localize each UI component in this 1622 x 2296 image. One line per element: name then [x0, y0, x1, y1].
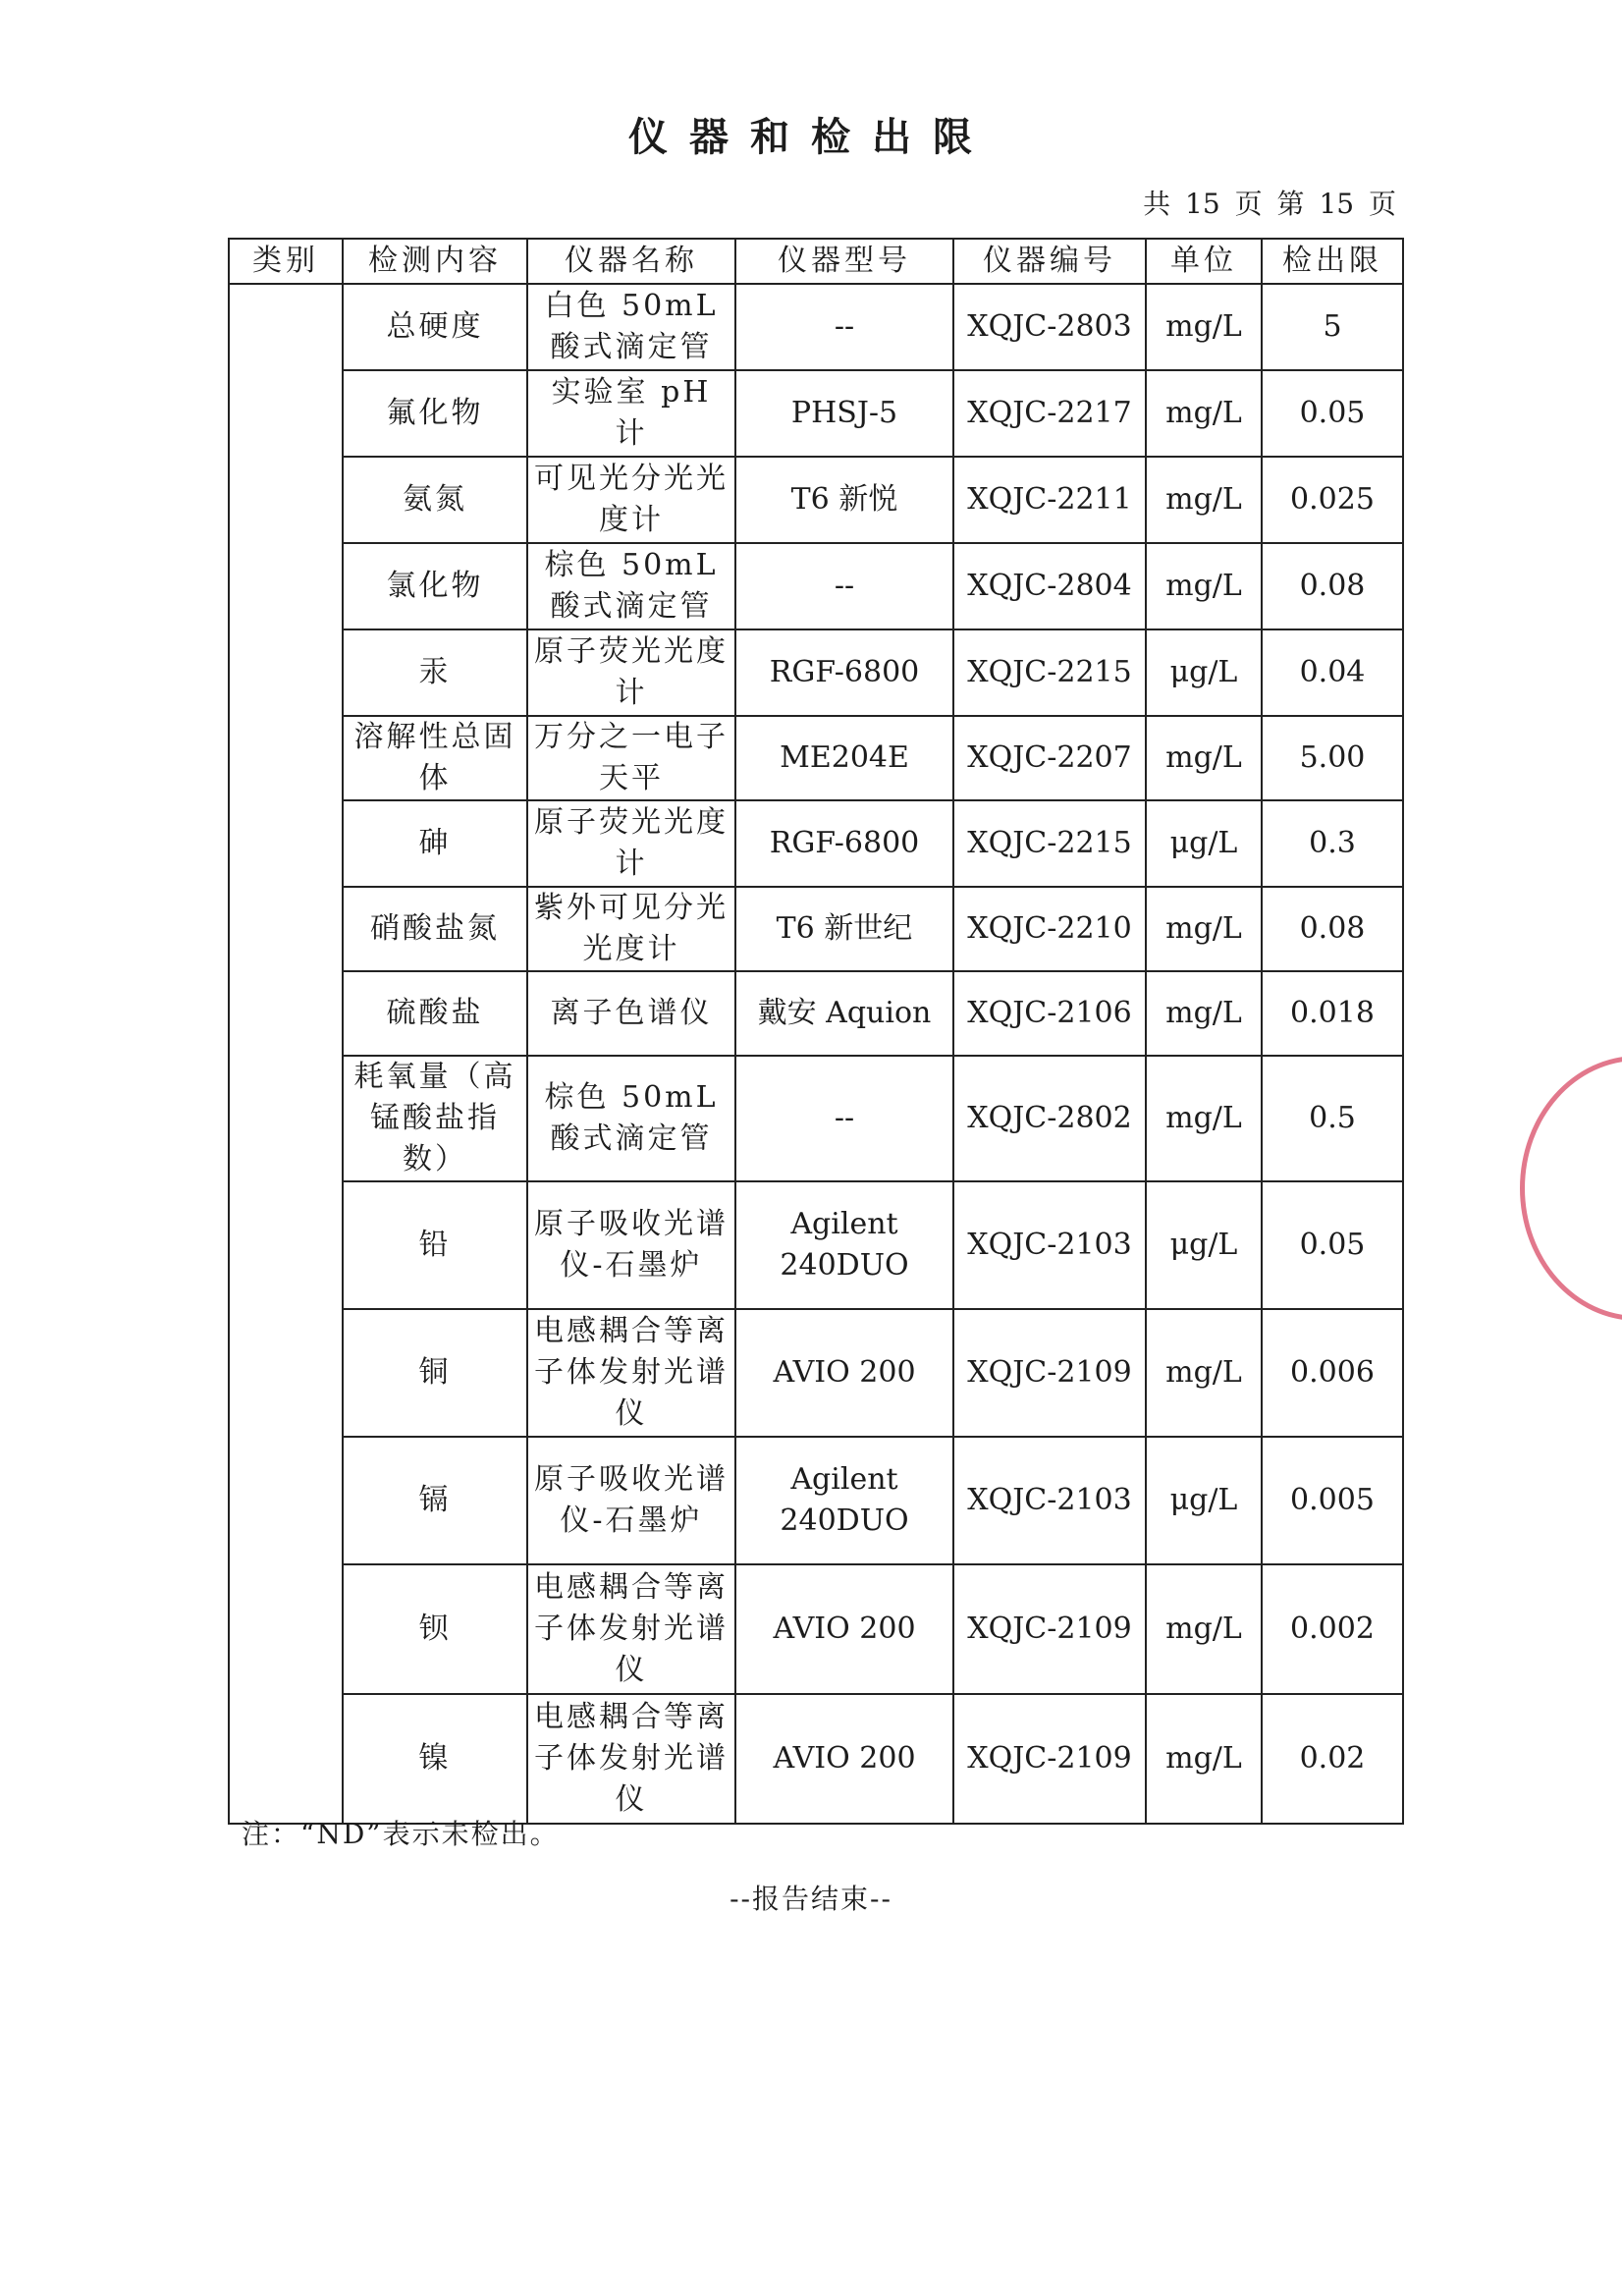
instrument-name-cell: 电感耦合等离子体发射光谱仪 — [527, 1564, 735, 1694]
unit-cell: mg/L — [1146, 457, 1262, 543]
test-item-cell: 耗氧量（高锰酸盐指数） — [343, 1056, 527, 1181]
unit-cell: mg/L — [1146, 716, 1262, 800]
header-instrument-model: 仪器型号 — [735, 239, 953, 284]
unit-cell: μg/L — [1146, 1437, 1262, 1564]
test-item-cell: 砷 — [343, 800, 527, 887]
instrument-name-cell: 原子吸收光谱仪-石墨炉 — [527, 1181, 735, 1309]
instrument-number-cell: XQJC-2109 — [953, 1309, 1146, 1437]
instrument-model-cell: T6 新世纪 — [735, 887, 953, 971]
table-row — [229, 1694, 1403, 1824]
header-instrument-number: 仪器编号 — [953, 239, 1146, 284]
test-item-cell: 溶解性总固体 — [343, 716, 527, 800]
test-item-cell: 钡 — [343, 1564, 527, 1694]
test-item-cell: 氨氮 — [343, 457, 527, 543]
instrument-number-cell: XQJC-2207 — [953, 716, 1146, 800]
instrument-number-cell: XQJC-2106 — [953, 971, 1146, 1056]
instrument-model-cell: RGF-6800 — [735, 629, 953, 716]
instrument-name-cell: 棕色 50mL 酸式滴定管 — [527, 543, 735, 629]
instrument-name-cell: 原子吸收光谱仪-石墨炉 — [527, 1437, 735, 1564]
detection-limit-cell: 5.00 — [1262, 716, 1403, 800]
unit-cell: mg/L — [1146, 1564, 1262, 1694]
unit-cell: mg/L — [1146, 971, 1262, 1056]
instrument-name-cell: 实验室 pH 计 — [527, 370, 735, 457]
table-row — [229, 284, 1403, 370]
instrument-model-cell: -- — [735, 284, 953, 370]
table-row — [229, 543, 1403, 629]
table-header-row — [229, 239, 1403, 284]
instrument-name-cell: 白色 50mL 酸式滴定管 — [527, 284, 735, 370]
header-test-item: 检测内容 — [343, 239, 527, 284]
unit-cell: μg/L — [1146, 629, 1262, 716]
current-page-prefix: 第 — [1276, 188, 1305, 220]
test-item-cell: 硝酸盐氮 — [343, 887, 527, 971]
table-row — [229, 1056, 1403, 1181]
detection-limit-cell: 0.018 — [1262, 971, 1403, 1056]
test-item-cell: 铅 — [343, 1181, 527, 1309]
detection-limit-cell: 0.3 — [1262, 800, 1403, 887]
instrument-number-cell: XQJC-2802 — [953, 1056, 1146, 1181]
unit-cell: mg/L — [1146, 887, 1262, 971]
unit-cell: mg/L — [1146, 1694, 1262, 1824]
unit-cell: mg/L — [1146, 543, 1262, 629]
test-item-cell: 硫酸盐 — [343, 971, 527, 1056]
instrument-number-cell: XQJC-2804 — [953, 543, 1146, 629]
detection-limit-cell: 0.08 — [1262, 887, 1403, 971]
detection-limit-cell: 5 — [1262, 284, 1403, 370]
table-row — [229, 1437, 1403, 1564]
instrument-model-cell: PHSJ-5 — [735, 370, 953, 457]
table-body — [229, 284, 1403, 1824]
instrument-name-cell: 原子荧光光度计 — [527, 629, 735, 716]
instrument-number-cell: XQJC-2103 — [953, 1437, 1146, 1564]
total-pages: 15 — [1185, 188, 1220, 220]
instrument-number-cell: XQJC-2803 — [953, 284, 1146, 370]
table-row — [229, 971, 1403, 1056]
test-item-cell: 铜 — [343, 1309, 527, 1437]
table-row — [229, 1309, 1403, 1437]
total-pages-suffix: 页 — [1234, 188, 1263, 220]
test-item-cell: 汞 — [343, 629, 527, 716]
detection-limit-cell: 0.005 — [1262, 1437, 1403, 1564]
table-row — [229, 1564, 1403, 1694]
unit-cell: mg/L — [1146, 1056, 1262, 1181]
page-number — [1137, 183, 1396, 222]
test-item-cell: 氯化物 — [343, 543, 527, 629]
detection-limit-cell: 0.05 — [1262, 1181, 1403, 1309]
detection-limit-cell: 0.08 — [1262, 543, 1403, 629]
instrument-model-cell: AVIO 200 — [735, 1309, 953, 1437]
instrument-number-cell: XQJC-2217 — [953, 370, 1146, 457]
instrument-name-cell: 万分之一电子天平 — [527, 716, 735, 800]
test-item-cell: 镍 — [343, 1694, 527, 1824]
table-row — [229, 1181, 1403, 1309]
header-instrument-name: 仪器名称 — [527, 239, 735, 284]
instrument-table — [228, 238, 1404, 1825]
instrument-model-cell: RGF-6800 — [735, 800, 953, 887]
instrument-model-cell: Agilent 240DUO — [735, 1181, 953, 1309]
test-item-cell: 镉 — [343, 1437, 527, 1564]
table-row — [229, 629, 1403, 716]
detection-limit-cell: 0.04 — [1262, 629, 1403, 716]
instrument-number-cell: XQJC-2109 — [953, 1564, 1146, 1694]
footnote: 注：“ND”表示未检出。 — [242, 1818, 560, 1850]
instrument-number-cell: XQJC-2109 — [953, 1694, 1146, 1824]
unit-cell: μg/L — [1146, 1181, 1262, 1309]
instrument-name-cell: 紫外可见分光光度计 — [527, 887, 735, 971]
current-page: 15 — [1319, 188, 1355, 220]
instrument-name-cell: 电感耦合等离子体发射光谱仪 — [527, 1694, 735, 1824]
total-pages-prefix: 共 — [1143, 188, 1171, 220]
current-page-suffix: 页 — [1368, 188, 1396, 220]
stamp-seal — [1520, 1056, 1622, 1321]
table-row — [229, 887, 1403, 971]
instrument-number-cell: XQJC-2211 — [953, 457, 1146, 543]
header-category: 类别 — [229, 239, 343, 284]
table-row — [229, 370, 1403, 457]
detection-limit-cell: 0.006 — [1262, 1309, 1403, 1437]
detection-limit-cell: 0.5 — [1262, 1056, 1403, 1181]
detection-limit-cell: 0.002 — [1262, 1564, 1403, 1694]
instrument-model-cell: AVIO 200 — [735, 1694, 953, 1824]
instrument-number-cell: XQJC-2215 — [953, 800, 1146, 887]
report-end-marker: --报告结束-- — [730, 1883, 892, 1915]
test-item-cell: 总硬度 — [343, 284, 527, 370]
table-row — [229, 716, 1403, 800]
instrument-name-cell: 离子色谱仪 — [527, 971, 735, 1056]
instrument-model-cell: 戴安 Aquion — [735, 971, 953, 1056]
instrument-model-cell: AVIO 200 — [735, 1564, 953, 1694]
instrument-model-cell: Agilent 240DUO — [735, 1437, 953, 1564]
unit-cell: mg/L — [1146, 1309, 1262, 1437]
instrument-name-cell: 原子荧光光度计 — [527, 800, 735, 887]
instrument-number-cell: XQJC-2103 — [953, 1181, 1146, 1309]
header-detection-limit: 检出限 — [1262, 239, 1403, 284]
detection-limit-cell: 0.025 — [1262, 457, 1403, 543]
page-title: 仪器和检出限 — [628, 115, 994, 160]
header-unit: 单位 — [1146, 239, 1262, 284]
table-row — [229, 800, 1403, 887]
instrument-model-cell: T6 新悦 — [735, 457, 953, 543]
category-cell — [229, 284, 343, 1824]
table-row — [229, 457, 1403, 543]
detection-limit-cell: 0.02 — [1262, 1694, 1403, 1824]
instrument-name-cell: 棕色 50mL 酸式滴定管 — [527, 1056, 735, 1181]
instrument-model-cell: -- — [735, 543, 953, 629]
unit-cell: mg/L — [1146, 370, 1262, 457]
instrument-model-cell: -- — [735, 1056, 953, 1181]
instrument-name-cell: 电感耦合等离子体发射光谱仪 — [527, 1309, 735, 1437]
instrument-number-cell: XQJC-2210 — [953, 887, 1146, 971]
detection-limit-cell: 0.05 — [1262, 370, 1403, 457]
instrument-number-cell: XQJC-2215 — [953, 629, 1146, 716]
unit-cell: μg/L — [1146, 800, 1262, 887]
unit-cell: mg/L — [1146, 284, 1262, 370]
test-item-cell: 氟化物 — [343, 370, 527, 457]
instrument-model-cell: ME204E — [735, 716, 953, 800]
instrument-name-cell: 可见光分光光度计 — [527, 457, 735, 543]
